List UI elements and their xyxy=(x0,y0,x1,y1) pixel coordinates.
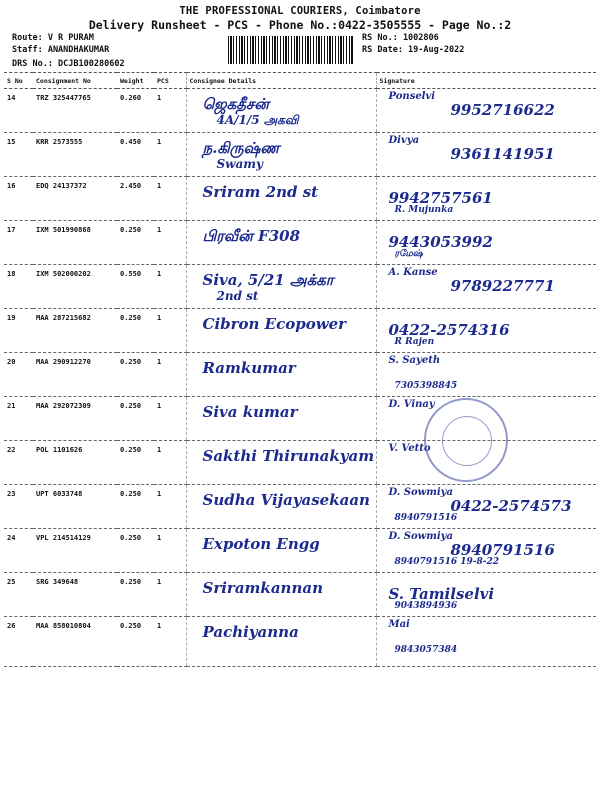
consignee-handwriting: பிரவீன் F308 xyxy=(202,227,301,245)
row-consignee-cell xyxy=(186,177,376,221)
row-pcs: 1 xyxy=(154,485,186,529)
table-row xyxy=(4,133,596,177)
row-weight: 0.250 xyxy=(117,441,154,485)
row-consignee-cell xyxy=(186,441,376,485)
signature-handwriting-line2: 8940791516 xyxy=(394,513,458,523)
rs-number: RS No.: 1002806 xyxy=(362,33,439,43)
row-weight: 0.250 xyxy=(117,617,154,667)
phone-handwriting: 9443053992 xyxy=(388,233,493,251)
row-signature-cell xyxy=(376,617,596,667)
route-label: Route: V R PURAM xyxy=(12,33,94,43)
row-sno: 18 xyxy=(4,265,33,309)
row-consignee-cell xyxy=(186,529,376,573)
row-consignment: EDQ 24137372 xyxy=(33,177,117,221)
col-pcs: PCS xyxy=(154,73,186,89)
consignee-handwriting: ஜெகதீசன் xyxy=(202,95,269,113)
phone-handwriting: 9952716622 xyxy=(450,101,555,119)
col-consignment: Consignment No xyxy=(33,73,117,89)
row-sno: 14 xyxy=(4,89,33,133)
row-weight: 0.250 xyxy=(117,221,154,265)
row-consignment: IXM 501990868 xyxy=(33,221,117,265)
row-sno: 23 xyxy=(4,485,33,529)
row-consignee-cell xyxy=(186,485,376,529)
row-consignment: MAA 290912270 xyxy=(33,353,117,397)
row-weight: 0.260 xyxy=(117,89,154,133)
col-sno: S No xyxy=(4,73,33,89)
row-signature-cell xyxy=(376,177,596,221)
row-sno: 24 xyxy=(4,529,33,573)
col-weight: Weight xyxy=(117,73,154,89)
row-consignment: KRR 2573555 xyxy=(33,133,117,177)
signature-handwriting: A. Kanse xyxy=(388,267,438,278)
row-consignee-cell xyxy=(186,309,376,353)
consignee-handwriting-line2: 2nd st xyxy=(216,289,259,303)
row-consignment: TRZ 325447765 xyxy=(33,89,117,133)
row-weight: 2.450 xyxy=(117,177,154,221)
row-consignment: POL 1101626 xyxy=(33,441,117,485)
row-sno: 22 xyxy=(4,441,33,485)
row-weight: 0.250 xyxy=(117,485,154,529)
consignee-handwriting: Sakthi Thirunakyam xyxy=(202,447,375,465)
row-consignee-cell xyxy=(186,573,376,617)
row-sno: 21 xyxy=(4,397,33,441)
row-sno: 17 xyxy=(4,221,33,265)
row-pcs: 1 xyxy=(154,89,186,133)
row-weight: 0.250 xyxy=(117,573,154,617)
row-consignee-cell xyxy=(186,133,376,177)
company-title: THE PROFESSIONAL COURIERS, Coimbatore xyxy=(179,5,421,17)
signature-handwriting: S. Sayeth xyxy=(388,355,441,366)
rs-date: RS Date: 19-Aug-2022 xyxy=(362,45,465,55)
row-signature-cell xyxy=(376,265,596,309)
consignee-handwriting: Sriramkannan xyxy=(202,579,323,597)
row-pcs: 1 xyxy=(154,529,186,573)
row-sno: 16 xyxy=(4,177,33,221)
runsheet-subtitle: Delivery Runsheet - PCS - Phone No.:0422-3505555 - Page No.:2 xyxy=(88,18,512,32)
row-sno: 25 xyxy=(4,573,33,617)
row-pcs: 1 xyxy=(154,133,186,177)
phone-handwriting: 0422-2574316 xyxy=(388,321,510,339)
consignee-handwriting: ந.கிருஷ்ண xyxy=(202,139,280,157)
row-weight: 0.250 xyxy=(117,529,154,573)
phone-handwriting: 9789227771 xyxy=(450,277,555,295)
row-signature-cell xyxy=(376,573,596,617)
row-signature-cell xyxy=(376,485,596,529)
phone-handwriting: 8940791516 xyxy=(450,541,555,559)
table-row xyxy=(4,617,596,667)
row-weight: 0.450 xyxy=(117,133,154,177)
row-consignee-cell xyxy=(186,221,376,265)
signature-handwriting: V. Vetto xyxy=(388,443,431,454)
row-pcs: 1 xyxy=(154,309,186,353)
runsheet-table xyxy=(4,72,596,667)
signature-handwriting-line2: 9843057384 xyxy=(394,645,458,655)
signature-handwriting: Divya xyxy=(388,135,420,146)
signature-handwriting: Ponselvi xyxy=(388,91,436,102)
col-signature: Signature xyxy=(376,73,596,89)
table-row xyxy=(4,221,596,265)
row-sno: 26 xyxy=(4,617,33,667)
row-pcs: 1 xyxy=(154,397,186,441)
consignee-handwriting: Sudha Vijayasekaan xyxy=(202,491,370,509)
row-weight: 0.250 xyxy=(117,397,154,441)
table-row xyxy=(4,177,596,221)
col-consignee: Consignee Details xyxy=(186,73,376,89)
row-consignment: IXM 502000202 xyxy=(33,265,117,309)
consignee-handwriting: Ramkumar xyxy=(202,359,296,377)
row-pcs: 1 xyxy=(154,441,186,485)
signature-handwriting-line2: R. Mujunka xyxy=(394,205,454,215)
row-signature-cell xyxy=(376,221,596,265)
row-sno: 15 xyxy=(4,133,33,177)
row-consignment: SRG 349648 xyxy=(33,573,117,617)
signature-handwriting: D. Sowmiya xyxy=(388,487,453,498)
barcode xyxy=(228,36,354,64)
table-header-row xyxy=(4,73,596,89)
row-signature-cell xyxy=(376,309,596,353)
consignee-handwriting: Sriram 2nd st xyxy=(202,183,319,201)
row-pcs: 1 xyxy=(154,573,186,617)
row-consignment: MAA 287215682 xyxy=(33,309,117,353)
table-row xyxy=(4,309,596,353)
row-consignee-cell xyxy=(186,617,376,667)
signature-handwriting: D. Sowmiya xyxy=(388,531,453,542)
row-sno: 19 xyxy=(4,309,33,353)
row-pcs: 1 xyxy=(154,177,186,221)
row-pcs: 1 xyxy=(154,265,186,309)
phone-handwriting: 0422-2574573 xyxy=(450,497,572,515)
row-consignee-cell xyxy=(186,397,376,441)
staff-label: Staff: ANANDHAKUMAR xyxy=(12,45,110,55)
row-signature-cell xyxy=(376,529,596,573)
phone-handwriting: 9942757561 xyxy=(388,189,493,207)
row-pcs: 1 xyxy=(154,353,186,397)
signature-handwriting: D. Vinay xyxy=(388,399,435,410)
consignee-handwriting: Siva kumar xyxy=(202,403,298,421)
drs-number: DRS No.: DCJB100280602 xyxy=(12,59,125,69)
table-row xyxy=(4,529,596,573)
row-consignment: MAA 858010804 xyxy=(33,617,117,667)
table-row xyxy=(4,485,596,529)
signature-handwriting-line2: R Rajen xyxy=(394,337,435,347)
row-signature-cell xyxy=(376,89,596,133)
signature-handwriting: Mai xyxy=(388,619,410,630)
consignee-handwriting: Siva, 5/21 அக்கா xyxy=(202,271,334,289)
table-row xyxy=(4,573,596,617)
signature-handwriting-line2: 8940791516 19-8-22 xyxy=(394,557,500,567)
row-signature-cell xyxy=(376,133,596,177)
signature-handwriting-line2: 7305398845 xyxy=(394,381,458,391)
row-consignee-cell xyxy=(186,89,376,133)
row-consignment: UPT 6033748 xyxy=(33,485,117,529)
row-consignee-cell xyxy=(186,265,376,309)
row-weight: 0.550 xyxy=(117,265,154,309)
row-consignment: VPL 214514129 xyxy=(33,529,117,573)
row-signature-cell xyxy=(376,353,596,397)
delivery-stamp xyxy=(424,398,508,482)
consignee-handwriting: Expoton Engg xyxy=(202,535,320,553)
phone-handwriting: S. Tamilselvi xyxy=(388,585,495,603)
table-row xyxy=(4,89,596,133)
consignee-handwriting-line2: 4A/1/5 அகவி xyxy=(216,113,299,127)
row-consignee-cell xyxy=(186,353,376,397)
phone-handwriting: 9361141951 xyxy=(450,145,555,163)
consignee-handwriting: Cibron Ecopower xyxy=(202,315,347,333)
row-weight: 0.250 xyxy=(117,353,154,397)
table-row xyxy=(4,353,596,397)
row-sno: 20 xyxy=(4,353,33,397)
signature-handwriting-line2: ரமேஷ் xyxy=(394,249,423,259)
row-pcs: 1 xyxy=(154,221,186,265)
signature-handwriting-line2: 9043894936 xyxy=(394,601,458,611)
row-pcs: 1 xyxy=(154,617,186,667)
table-row xyxy=(4,265,596,309)
row-weight: 0.250 xyxy=(117,309,154,353)
row-consignment: MAA 292072309 xyxy=(33,397,117,441)
consignee-handwriting: Pachiyanna xyxy=(202,623,299,641)
consignee-handwriting-line2: Swamy xyxy=(216,157,263,171)
